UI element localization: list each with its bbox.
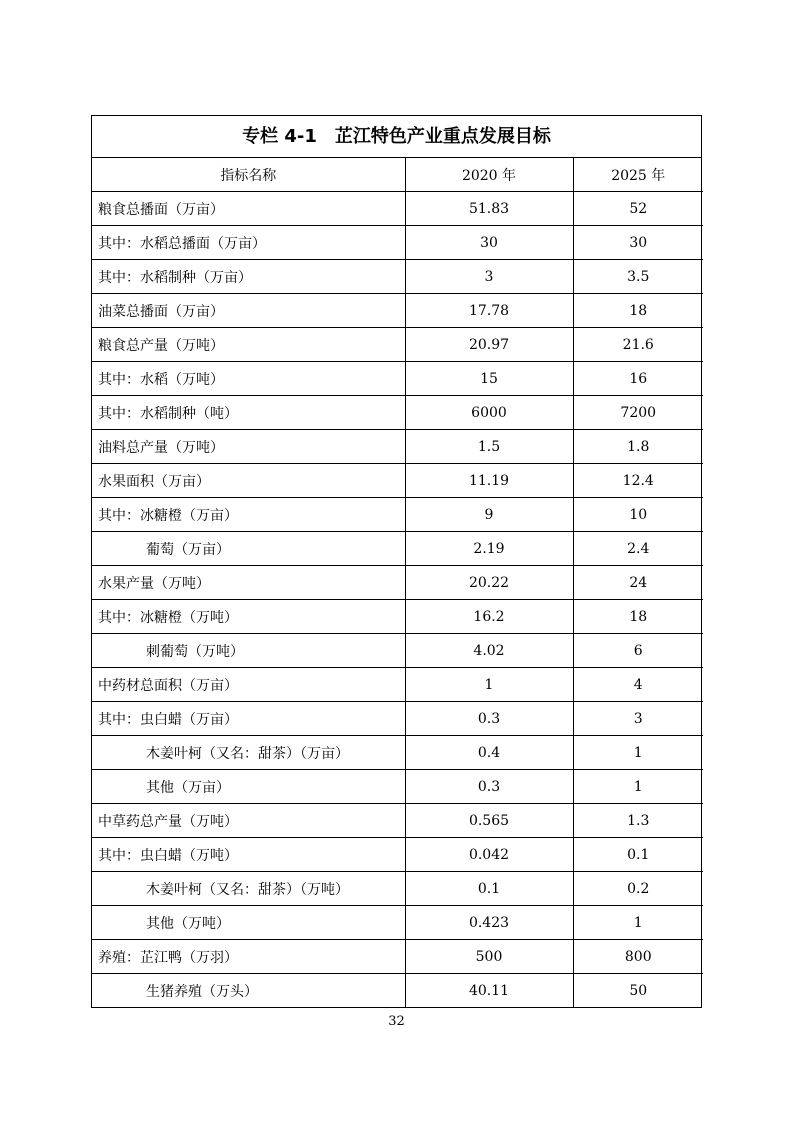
table-row bbox=[92, 226, 703, 260]
table-row bbox=[92, 430, 703, 464]
value-2020-cell: 0.3 bbox=[405, 770, 573, 804]
value-2020-cell: 3 bbox=[405, 260, 573, 294]
value-2025-cell: 18 bbox=[573, 294, 703, 328]
table-row bbox=[92, 294, 703, 328]
value-2025-cell: 3 bbox=[573, 702, 703, 736]
header-2025: 2025 年 bbox=[573, 158, 703, 192]
value-2020-cell: 51.83 bbox=[405, 192, 573, 226]
indicator-name-cell: 其他（万吨） bbox=[92, 906, 405, 940]
table-row bbox=[92, 396, 703, 430]
value-2025-cell: 1 bbox=[573, 736, 703, 770]
value-2020-cell: 1 bbox=[405, 668, 573, 702]
value-2025-cell: 1 bbox=[573, 906, 703, 940]
value-2025-cell: 7200 bbox=[573, 396, 703, 430]
table-title: 专栏 4-1 芷江特色产业重点发展目标 bbox=[92, 116, 701, 158]
value-2025-cell: 0.2 bbox=[573, 872, 703, 906]
value-2025-cell: 1.3 bbox=[573, 804, 703, 838]
indicator-name-cell: 木姜叶柯（又名：甜茶）（万亩） bbox=[92, 736, 405, 770]
table-row bbox=[92, 770, 703, 804]
table-row bbox=[92, 702, 703, 736]
indicator-name-cell: 粮食总播面（万亩） bbox=[92, 192, 405, 226]
value-2020-cell: 500 bbox=[405, 940, 573, 974]
value-2020-cell: 0.1 bbox=[405, 872, 573, 906]
value-2025-cell: 4 bbox=[573, 668, 703, 702]
value-2020-cell: 0.4 bbox=[405, 736, 573, 770]
indicator-name-cell: 粮食总产量（万吨） bbox=[92, 328, 405, 362]
value-2025-cell: 21.6 bbox=[573, 328, 703, 362]
indicator-name-cell: 其中：水稻总播面（万亩） bbox=[92, 226, 405, 260]
indicator-name-cell: 其中：水稻（万吨） bbox=[92, 362, 405, 396]
value-2025-cell: 1 bbox=[573, 770, 703, 804]
value-2020-cell: 20.22 bbox=[405, 566, 573, 600]
value-2020-cell: 1.5 bbox=[405, 430, 573, 464]
indicator-name-cell: 水果面积（万亩） bbox=[92, 464, 405, 498]
value-2025-cell: 6 bbox=[573, 634, 703, 668]
value-2025-cell: 800 bbox=[573, 940, 703, 974]
table-row bbox=[92, 668, 703, 702]
table-row bbox=[92, 566, 703, 600]
value-2020-cell: 17.78 bbox=[405, 294, 573, 328]
indicator-name-cell: 葡萄（万亩） bbox=[92, 532, 405, 566]
table-row bbox=[92, 940, 703, 974]
value-2025-cell: 30 bbox=[573, 226, 703, 260]
table-row bbox=[92, 362, 703, 396]
value-2025-cell: 18 bbox=[573, 600, 703, 634]
value-2025-cell: 2.4 bbox=[573, 532, 703, 566]
value-2025-cell: 16 bbox=[573, 362, 703, 396]
value-2020-cell: 20.97 bbox=[405, 328, 573, 362]
header-indicator-name: 指标名称 bbox=[92, 158, 405, 192]
indicator-name-cell: 油菜总播面（万亩） bbox=[92, 294, 405, 328]
table-row bbox=[92, 838, 703, 872]
value-2025-cell: 50 bbox=[573, 974, 703, 1008]
table-row bbox=[92, 260, 703, 294]
table-row bbox=[92, 804, 703, 838]
header-row bbox=[92, 158, 703, 192]
table-row bbox=[92, 464, 703, 498]
targets-grid bbox=[92, 158, 703, 1007]
table-row bbox=[92, 532, 703, 566]
indicator-name-cell: 其他（万亩） bbox=[92, 770, 405, 804]
value-2020-cell: 0.042 bbox=[405, 838, 573, 872]
indicator-name-cell: 刺葡萄（万吨） bbox=[92, 634, 405, 668]
indicator-name-cell: 其中：水稻制种（吨） bbox=[92, 396, 405, 430]
indicator-name-cell: 其中：水稻制种（万亩） bbox=[92, 260, 405, 294]
indicator-name-cell: 其中：虫白蜡（万吨） bbox=[92, 838, 405, 872]
value-2025-cell: 52 bbox=[573, 192, 703, 226]
indicator-name-cell: 油料总产量（万吨） bbox=[92, 430, 405, 464]
table-row bbox=[92, 872, 703, 906]
value-2020-cell: 6000 bbox=[405, 396, 573, 430]
indicator-name-cell: 其中：虫白蜡（万亩） bbox=[92, 702, 405, 736]
indicator-name-cell: 中草药总产量（万吨） bbox=[92, 804, 405, 838]
table-row bbox=[92, 192, 703, 226]
value-2020-cell: 16.2 bbox=[405, 600, 573, 634]
page-number: 32 bbox=[388, 1014, 405, 1029]
value-2020-cell: 0.565 bbox=[405, 804, 573, 838]
value-2020-cell: 0.423 bbox=[405, 906, 573, 940]
value-2025-cell: 24 bbox=[573, 566, 703, 600]
value-2020-cell: 30 bbox=[405, 226, 573, 260]
table-row bbox=[92, 736, 703, 770]
value-2020-cell: 2.19 bbox=[405, 532, 573, 566]
value-2025-cell: 1.8 bbox=[573, 430, 703, 464]
indicator-name-cell: 养殖：芷江鸭（万羽） bbox=[92, 940, 405, 974]
table-row bbox=[92, 974, 703, 1008]
table-row bbox=[92, 634, 703, 668]
header-2020: 2020 年 bbox=[405, 158, 573, 192]
value-2020-cell: 0.3 bbox=[405, 702, 573, 736]
table-row bbox=[92, 600, 703, 634]
table-row bbox=[92, 906, 703, 940]
indicator-name-cell: 生猪养殖（万头） bbox=[92, 974, 405, 1008]
table-row bbox=[92, 498, 703, 532]
value-2020-cell: 9 bbox=[405, 498, 573, 532]
indicator-name-cell: 其中：冰糖橙（万吨） bbox=[92, 600, 405, 634]
indicator-name-cell: 中药材总面积（万亩） bbox=[92, 668, 405, 702]
value-2025-cell: 3.5 bbox=[573, 260, 703, 294]
value-2020-cell: 15 bbox=[405, 362, 573, 396]
value-2020-cell: 4.02 bbox=[405, 634, 573, 668]
value-2020-cell: 11.19 bbox=[405, 464, 573, 498]
value-2025-cell: 10 bbox=[573, 498, 703, 532]
value-2025-cell: 12.4 bbox=[573, 464, 703, 498]
table-row bbox=[92, 328, 703, 362]
indicator-name-cell: 其中：冰糖橙（万亩） bbox=[92, 498, 405, 532]
indicator-name-cell: 水果产量（万吨） bbox=[92, 566, 405, 600]
indicator-name-cell: 木姜叶柯（又名：甜茶）（万吨） bbox=[92, 872, 405, 906]
value-2020-cell: 40.11 bbox=[405, 974, 573, 1008]
development-targets-table bbox=[91, 115, 702, 1008]
value-2025-cell: 0.1 bbox=[573, 838, 703, 872]
